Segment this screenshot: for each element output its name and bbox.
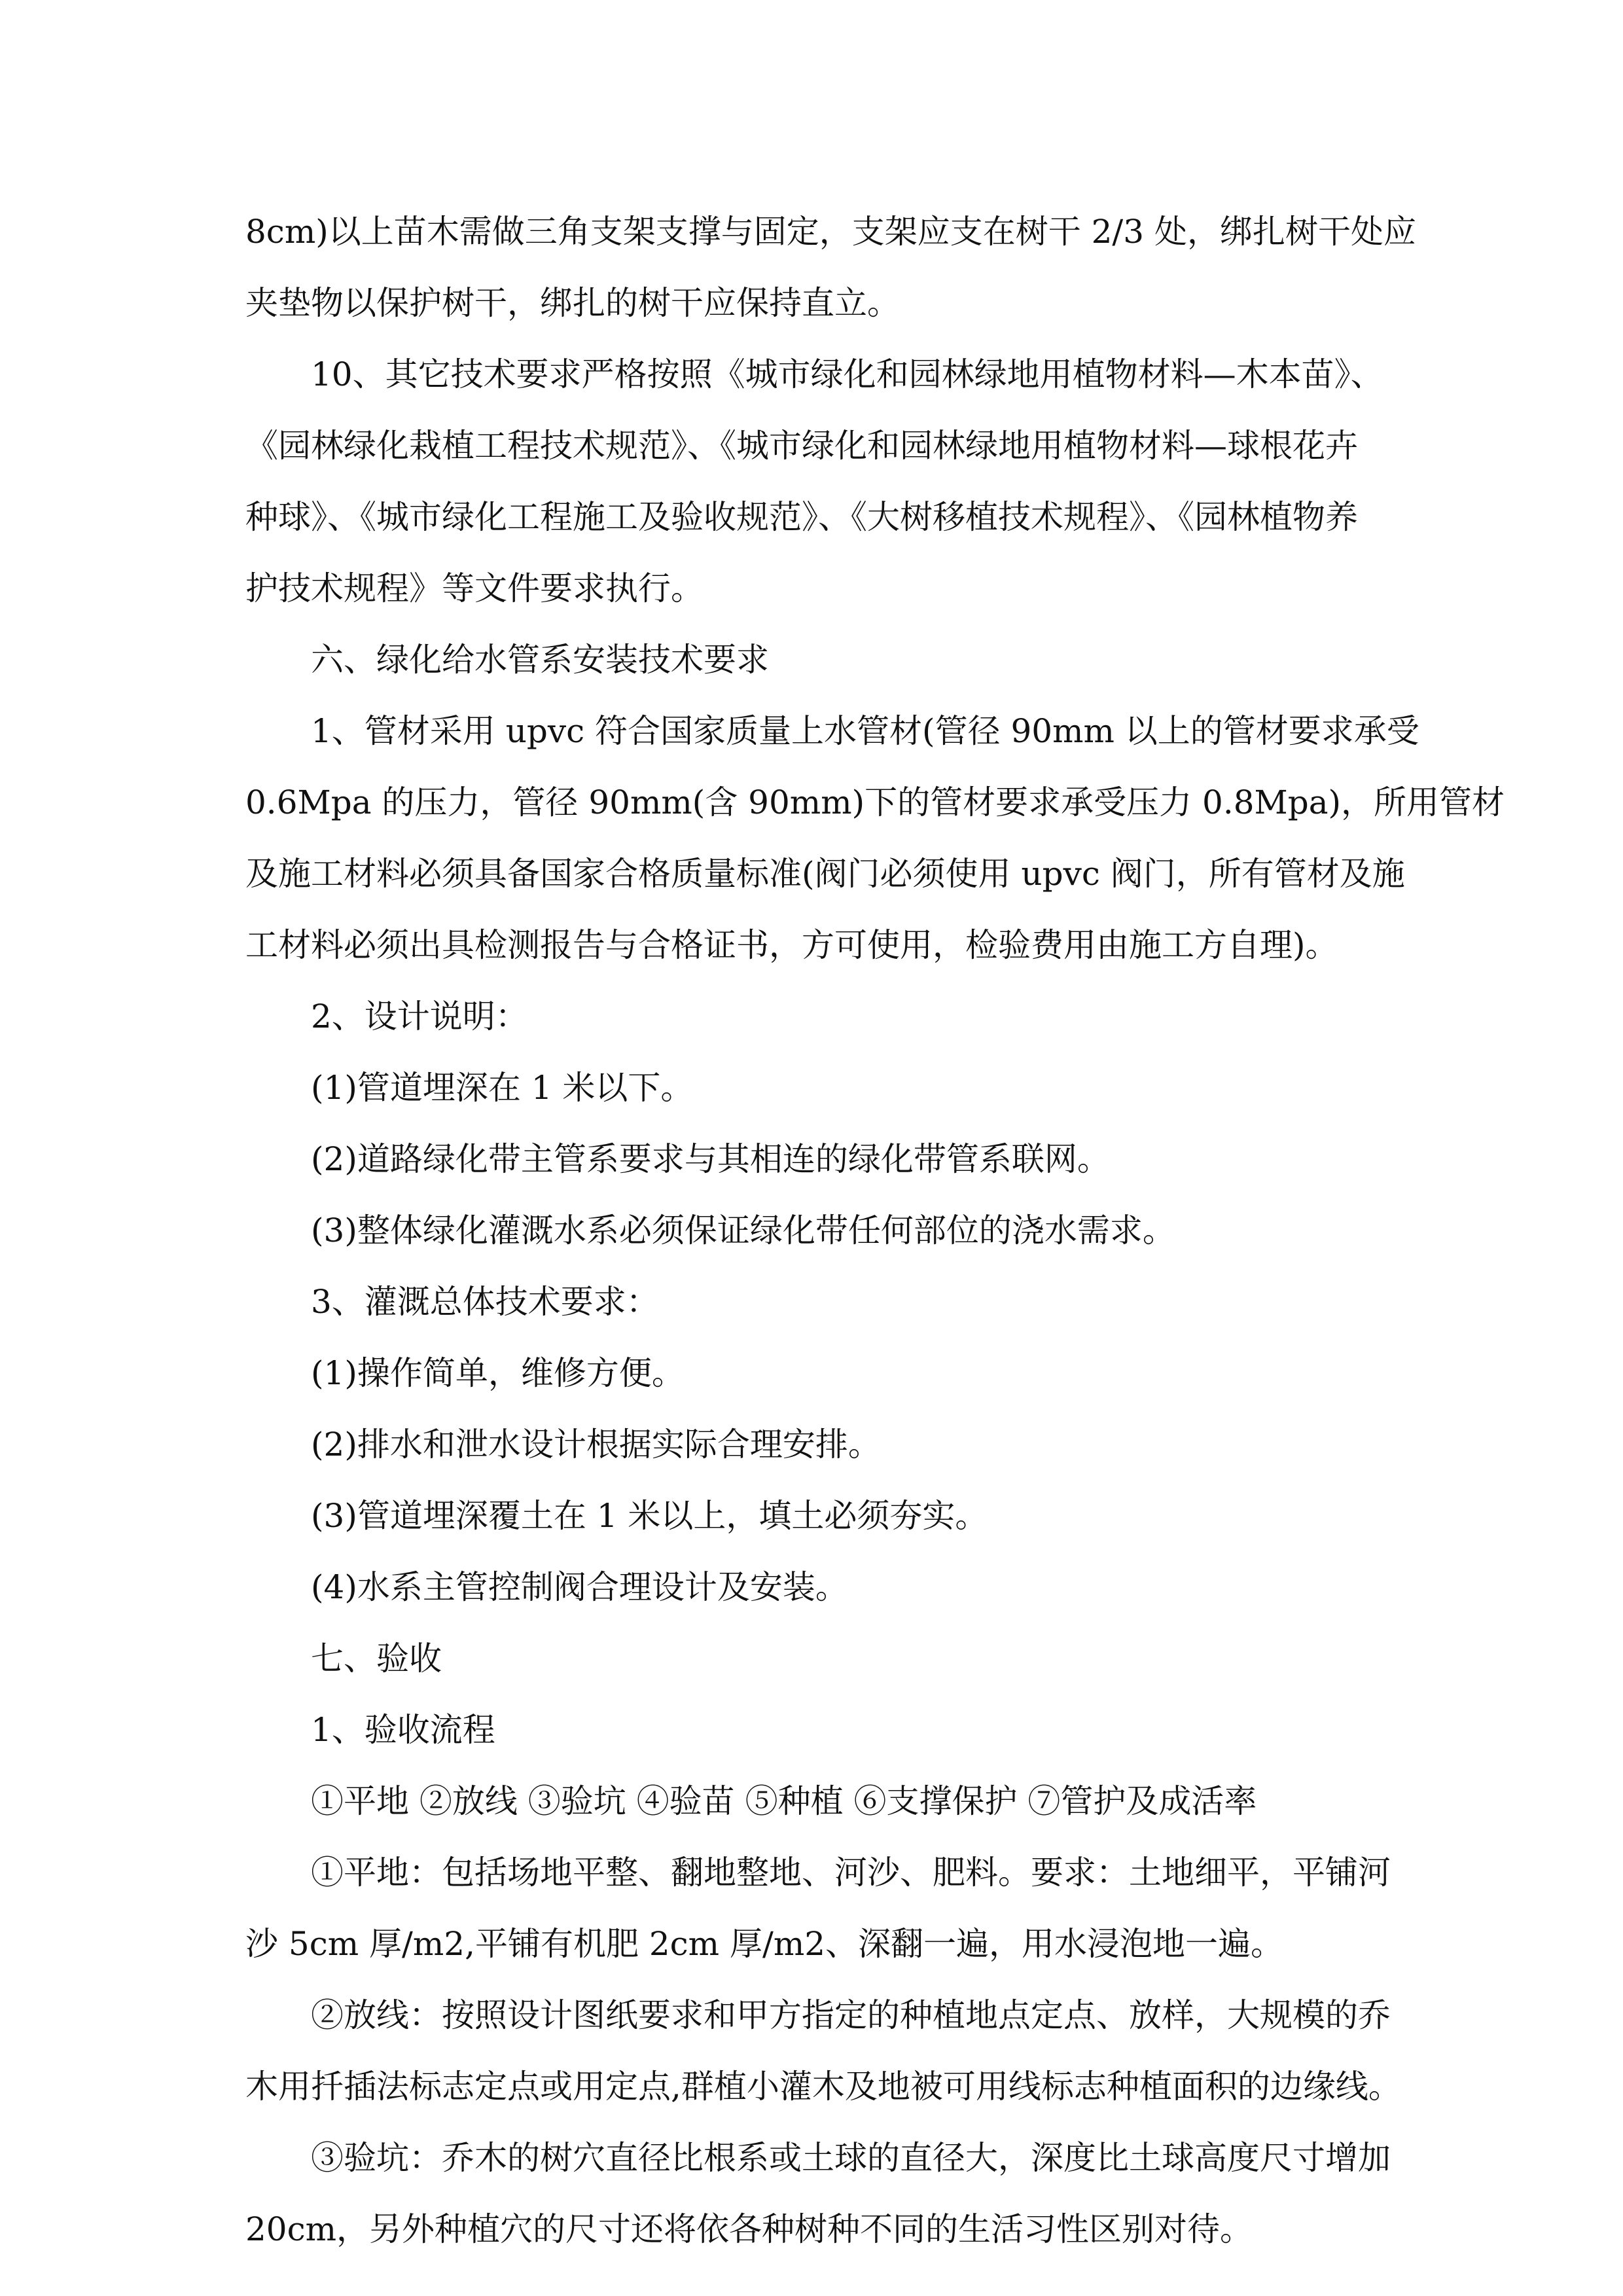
text-line: ②放线：按照设计图纸要求和甲方指定的种植地点定点、放样，大规模的乔 (311, 1996, 1391, 2034)
text-line: (1)操作简单，维修方便。 (311, 1354, 685, 1392)
list-item (245, 1195, 1381, 1266)
text-line: 护技术规程》等文件要求执行。 (245, 569, 704, 607)
text-line: 木用扦插法标志定点或用定点,群植小灌木及地被可用线标志种植面积的边缘线。 (245, 2068, 1401, 2106)
list-item (245, 1124, 1381, 1195)
text-line: 1、管材采用 upvc 符合国家质量上水管材(管径 90mm 以上的管材要求承受 (311, 712, 1419, 750)
heading-text: 2、设计说明： (311, 997, 528, 1035)
text-line: 种球》、《城市绿化工程施工及验收规范》、《大树移植技术规程》、《园林植物养 (245, 498, 1358, 536)
paragraph-pit-inspection (245, 2123, 1391, 2265)
document-body (245, 196, 1505, 2265)
subheading-acceptance-process (245, 1695, 1381, 1766)
text-line: 夹垫物以保护树干，绑扎的树干应保持直立。 (245, 284, 900, 322)
text-line: (4)水系主管控制阀合理设计及安装。 (311, 1568, 848, 1606)
text-line: ①平地 ②放线 ③验坑 ④验苗 ⑤种植 ⑥支撑保护 ⑦管护及成活率 (311, 1782, 1257, 1820)
text-line: (3)管道埋深覆土在 1 米以上，填土必须夯实。 (311, 1497, 988, 1535)
paragraph-leveling (245, 1837, 1391, 1980)
section-heading-acceptance (245, 1623, 1381, 1695)
list-item (245, 1480, 1381, 1552)
heading-text: 3、灌溉总体技术要求： (311, 1283, 659, 1321)
text-line: 0.6Mpa 的压力，管径 90mm(含 90mm)下的管材要求承受压力 0.8Mpa)，所用管材 (245, 783, 1505, 821)
list-item (245, 1338, 1381, 1409)
process-steps (245, 1766, 1381, 1837)
paragraph-support-frame (245, 196, 1416, 339)
subheading-design-notes (245, 981, 1381, 1052)
text-line: (3)整体绿化灌溉水系必须保证绿化带任何部位的浇水需求。 (311, 1211, 1175, 1249)
subheading-irrigation-requirements (245, 1266, 1381, 1338)
paragraph-pipe-material (245, 696, 1505, 981)
heading-text: 七、验收 (311, 1640, 442, 1677)
text-line: 10、其它技术要求严格按照《城市绿化和园林绿地用植物材料—木本苗》、 (311, 355, 1383, 393)
list-item (245, 1552, 1381, 1623)
text-line: 沙 5cm 厚/m2,平铺有机肥 2cm 厚/m2、深翻一遍，用水浸泡地一遍。 (245, 1925, 1284, 1963)
paragraph-layout-marking (245, 1980, 1401, 2123)
text-line: (1)管道埋深在 1 米以下。 (311, 1069, 694, 1107)
text-line: 及施工材料必须具备国家合格质量标准(阀门必须使用 upvc 阀门，所有管材及施 (245, 855, 1405, 893)
section-heading-water-pipe (245, 624, 1381, 696)
text-line: (2)道路绿化带主管系要求与其相连的绿化带管系联网。 (311, 1140, 1110, 1178)
heading-text: 六、绿化给水管系安装技术要求 (311, 641, 769, 679)
list-item (245, 1052, 1381, 1124)
text-line: 《园林绿化栽植工程技术规范》、《城市绿化和园林绿地用植物材料—球根花卉 (245, 427, 1358, 465)
paragraph-technical-standards (245, 339, 1381, 624)
list-item (245, 1409, 1381, 1480)
text-line: 工材料必须出具检测报告与合格证书，方可使用，检验费用由施工方自理)。 (245, 926, 1338, 964)
text-line: ①平地：包括场地平整、翻地整地、河沙、肥料。要求：土地细平，平铺河 (311, 1854, 1391, 1892)
heading-text: 1、验收流程 (311, 1711, 495, 1749)
text-line: 8cm)以上苗木需做三角支架支撑与固定，支架应支在树干 2/3 处，绑扎树干处应 (245, 213, 1416, 251)
text-line: ③验坑：乔木的树穴直径比根系或土球的直径大，深度比土球高度尺寸增加 (311, 2139, 1391, 2177)
text-line: (2)排水和泄水设计根据实际合理安排。 (311, 1426, 881, 1463)
text-line: 20cm，另外种植穴的尺寸还将依各种树种不同的生活习性区别对待。 (245, 2210, 1253, 2248)
